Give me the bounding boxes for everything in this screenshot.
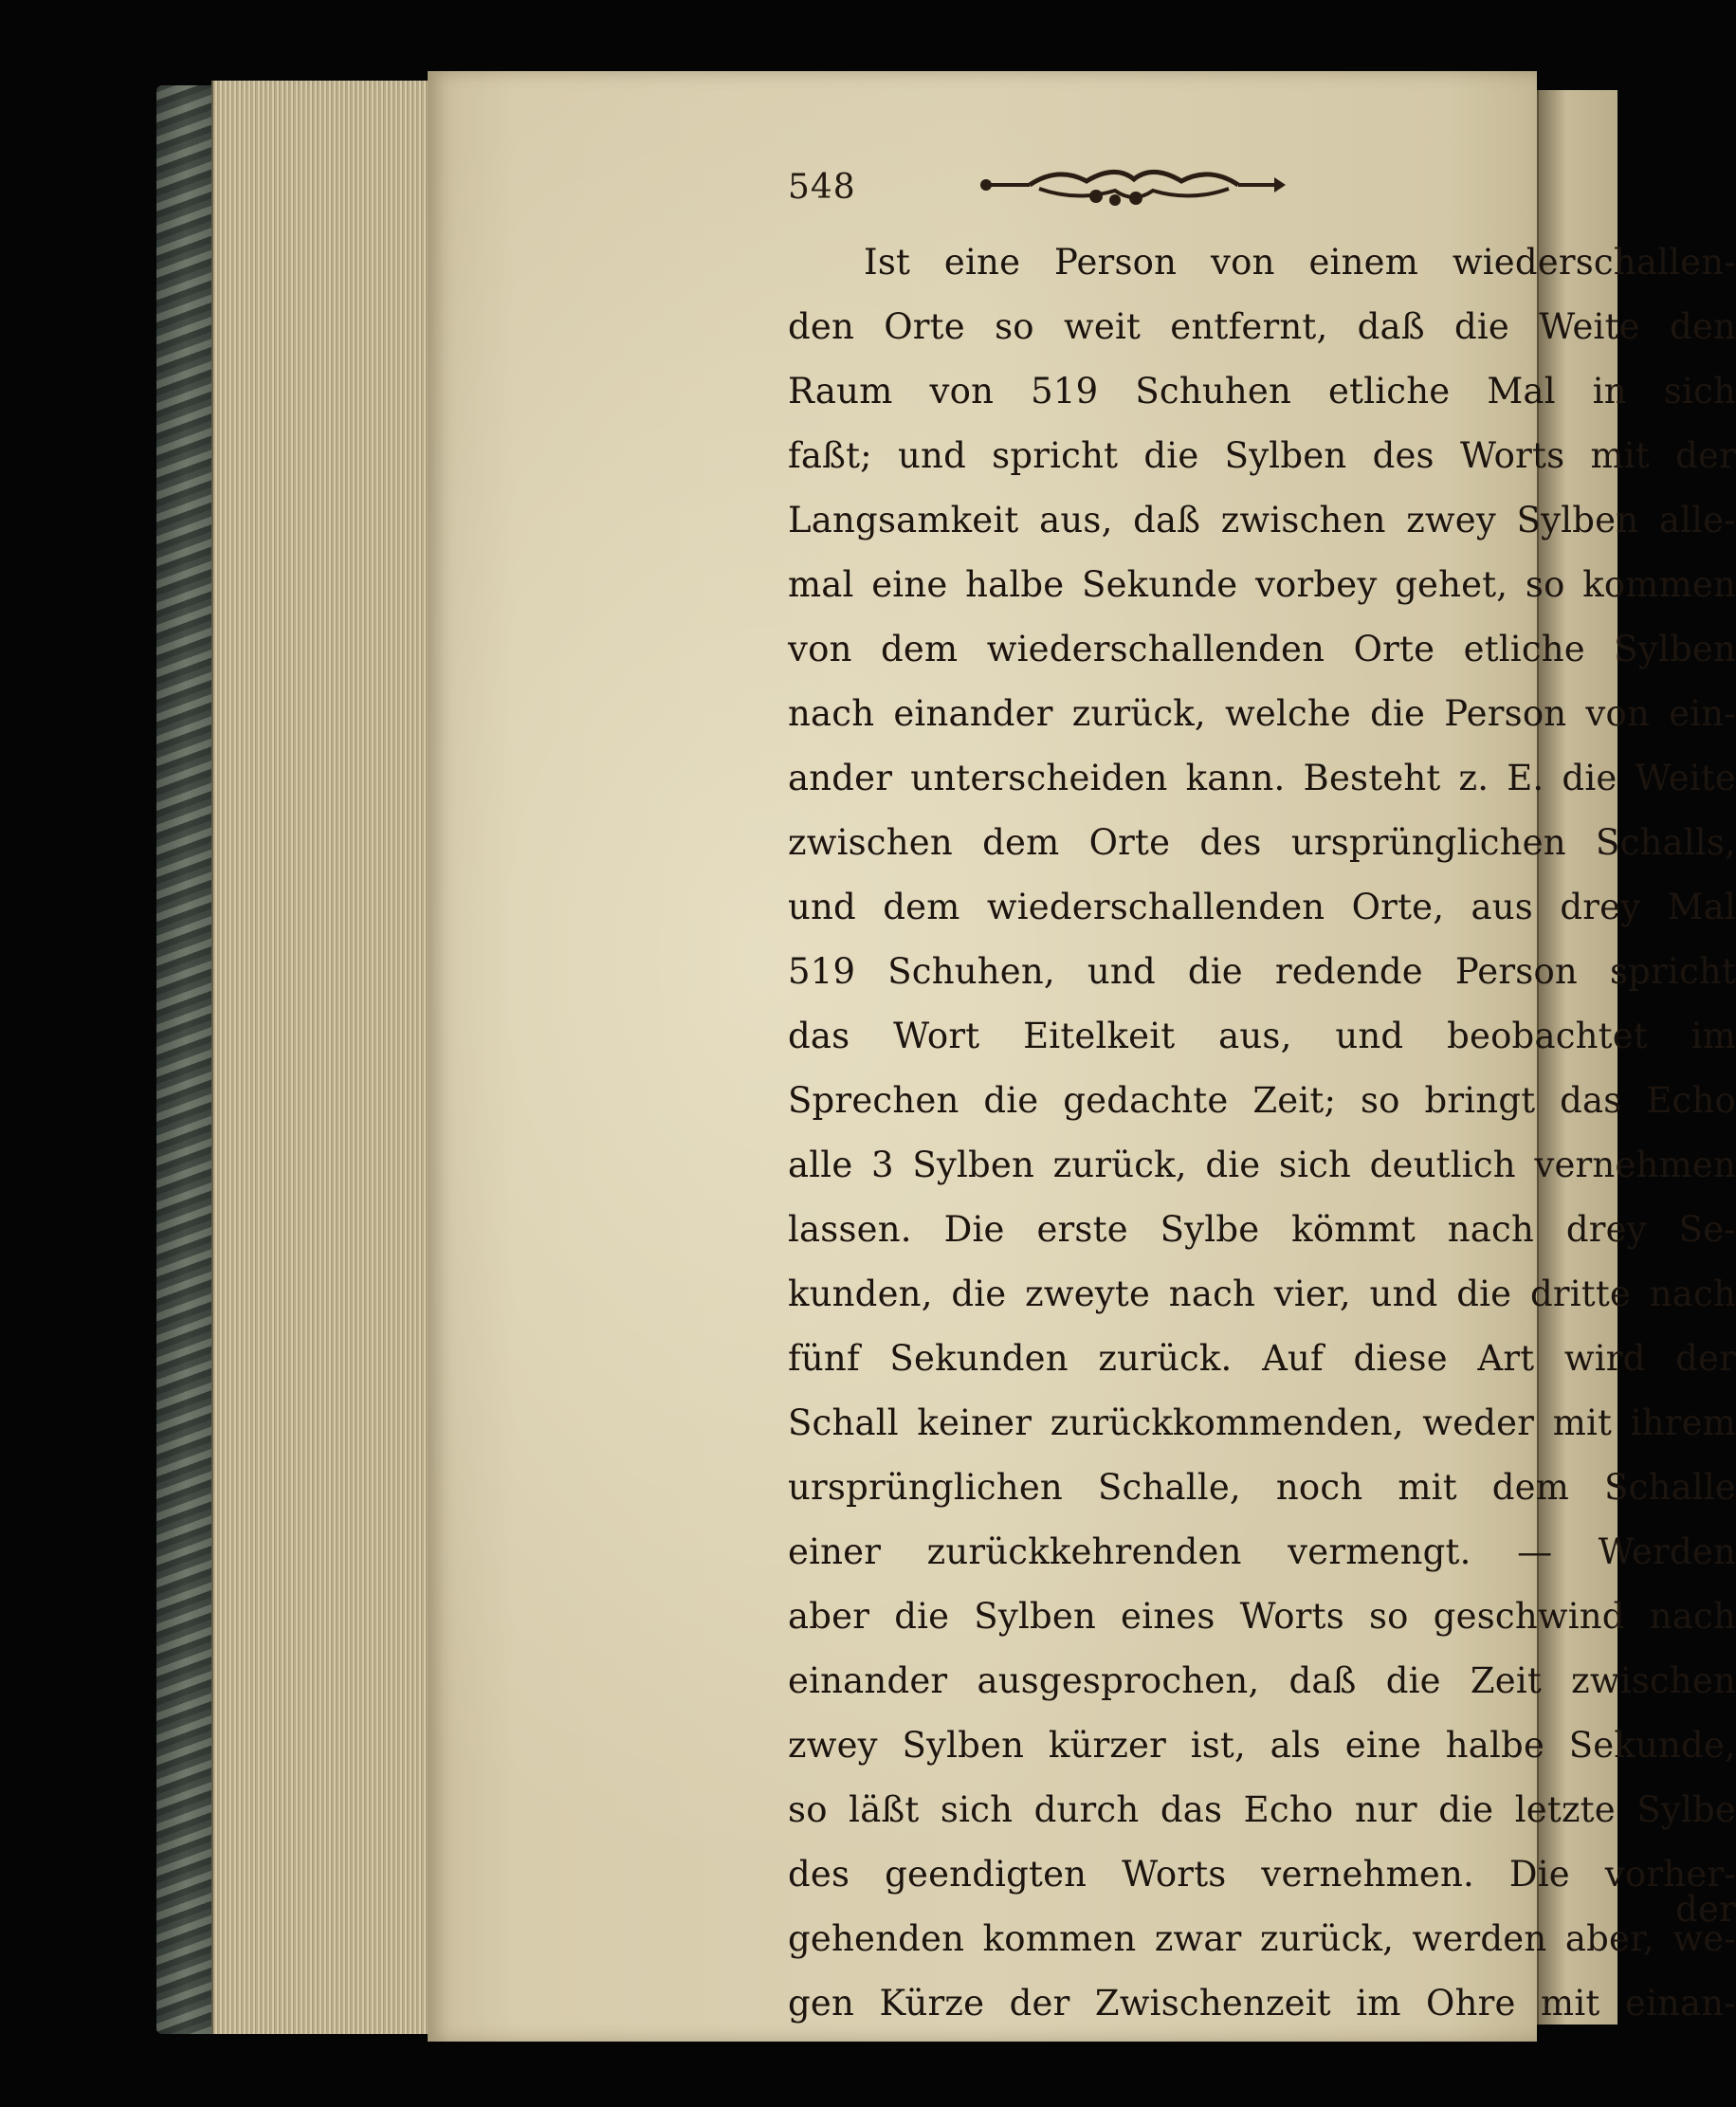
text-line: Langsamkeit aus, daß zwischen zwey Sylben alle- — [788, 500, 1736, 540]
text-line: fünf Sekunden zurück. Auf diese Art wird der — [788, 1338, 1736, 1379]
text-line: so läßt sich durch das Echo nur die letzte Sylbe — [788, 1789, 1736, 1830]
text-line: zwey Sylben kürzer ist, als eine halbe Sekunde, — [788, 1725, 1736, 1766]
book-page — [428, 71, 1736, 2042]
text-line: das Wort Eitelkeit aus, und beobachtet im — [788, 1016, 1736, 1056]
text-line: nach einander zurück, welche die Person von ein- — [788, 693, 1736, 734]
text-block — [788, 230, 1736, 2036]
text-line: einer zurückkehrenden vermengt. — Werden — [788, 1531, 1736, 1572]
text-line: Raum von 519 Schuhen etliche Mal in sich — [788, 371, 1736, 412]
text-line: Sprechen die gedachte Zeit; so bringt das Echo — [788, 1080, 1736, 1121]
text-line: aber die Sylben eines Worts so geschwind nach — [788, 1596, 1736, 1637]
text-line: gen Kürze der Zwischenzeit im Ohre mit einan- — [788, 1983, 1736, 2024]
book-cover-edge — [156, 85, 215, 2034]
text-line: Ist eine Person von einem wiederschallen- — [864, 242, 1736, 283]
page-number: 548 — [788, 168, 856, 207]
text-line: zwischen dem Orte des ursprünglichen Schalls, — [788, 822, 1736, 863]
text-line: des geendigten Worts vernehmen. Die vorher- — [788, 1854, 1736, 1895]
book — [156, 71, 1736, 2042]
text-line: Schall keiner zurückkommenden, weder mit ihrem — [788, 1402, 1736, 1443]
ornament-icon — [973, 156, 1295, 213]
text-line: 519 Schuhen, und die redende Person spricht — [788, 951, 1736, 992]
text-line: lassen. Die erste Sylbe kömmt nach drey Se- — [788, 1209, 1736, 1250]
catchword: der — [1675, 1889, 1736, 1930]
text-line: und dem wiederschallenden Orte, aus drey Mal — [788, 887, 1736, 927]
text-line: ursprünglichen Schalle, noch mit dem Schalle — [788, 1467, 1736, 1508]
page-stack-edge — [211, 81, 439, 2034]
text-line: faßt; und spricht die Sylben des Worts mit der — [788, 435, 1736, 476]
text-line: von dem wiederschallenden Orte etliche Sylben — [788, 629, 1736, 669]
text-line: einander ausgesprochen, daß die Zeit zwischen — [788, 1660, 1736, 1701]
text-line: den Orte so weit entfernt, daß die Weite den — [788, 306, 1736, 347]
text-line: gehenden kommen zwar zurück, werden aber, we- — [788, 1918, 1736, 1959]
text-line: kunden, die zweyte nach vier, und die dritte nach — [788, 1273, 1736, 1314]
text-line: ander unterscheiden kann. Besteht z. E. die Weite — [788, 758, 1736, 798]
text-line: mal eine halbe Sekunde vorbey gehet, so kommen — [788, 564, 1736, 605]
text-line: alle 3 Sylben zurück, die sich deutlich vernehmen — [788, 1145, 1736, 1185]
